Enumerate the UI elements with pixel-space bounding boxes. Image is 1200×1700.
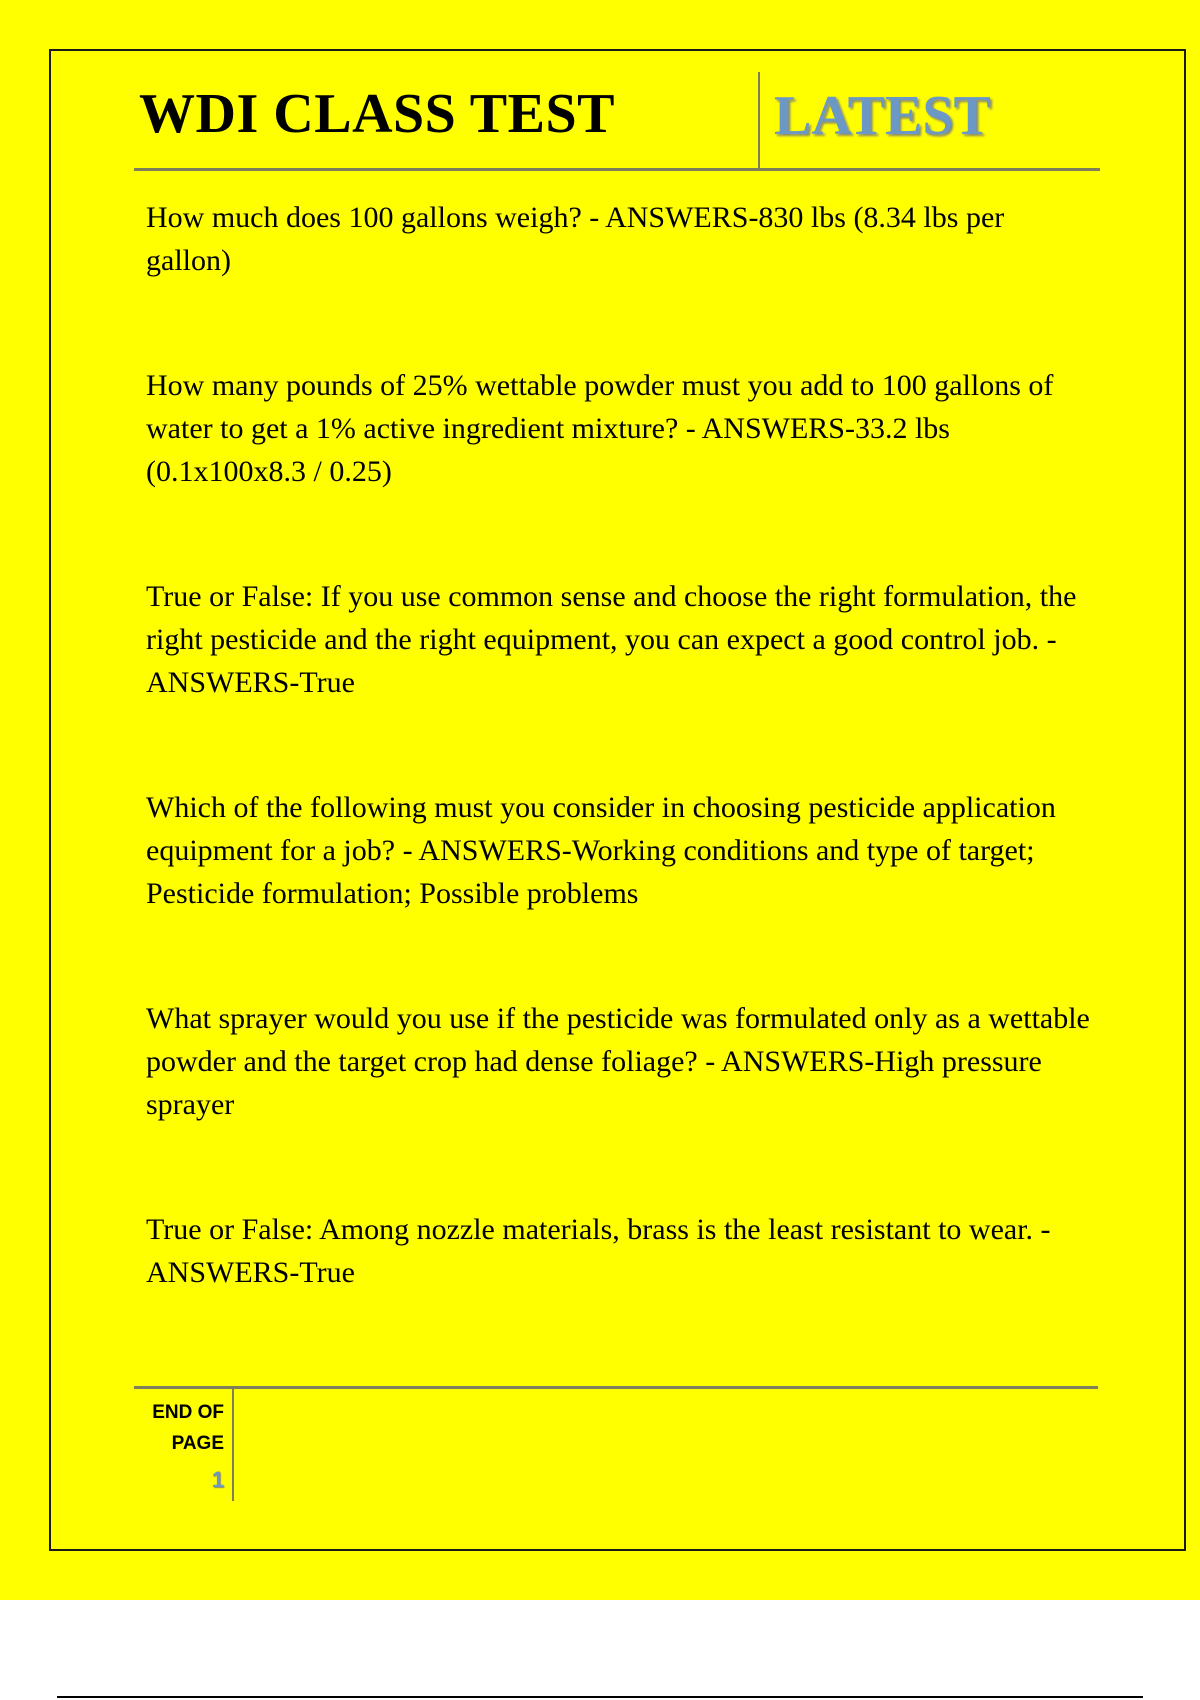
page-title-latest: LATEST — [774, 85, 991, 147]
footer-label-line2: PAGE — [171, 1433, 224, 1454]
qa-item: How much does 100 gallons weigh? - ANSWERS-830 lbs (8.34 lbs per gallon) — [146, 201, 1005, 277]
page-footer — [134, 1386, 1098, 1504]
page-title: WDI CLASS TEST — [139, 83, 615, 145]
qa-item: What sprayer would you use if the pesticide was formulated only as a wettable powder and the target crop had dense foliage? - ANSWERS-High pressure sprayer — [146, 1002, 1090, 1121]
page-number: 1 — [211, 1467, 224, 1492]
end-of-page-label — [134, 1397, 224, 1459]
qa-item: True or False: If you use common sense and choose the right formulation, the right pesticide and the right equipment, you can expect a good control job. - ANSWERS-True — [146, 580, 1077, 699]
qa-list — [146, 196, 1096, 1376]
footer-label-line1: END OF — [152, 1402, 224, 1423]
bottom-rule — [57, 1696, 1143, 1698]
page-header — [134, 72, 1100, 171]
qa-item: Which of the following must you consider in choosing pesticide application equipment for a job? - ANSWERS-Working conditions and type of target; Pesticide formulation; Possible problems — [146, 791, 1056, 910]
qa-item: How many pounds of 25% wettable powder must you add to 100 gallons of water to get a 1% active ingredient mixture? - ANSWERS-33.2 lbs (0.1x100x8.3 / 0.25) — [146, 369, 1054, 488]
qa-item: True or False: Among nozzle materials, brass is the least resistant to wear. - ANSWERS-True — [146, 1213, 1051, 1289]
footer-divider — [232, 1389, 234, 1501]
header-divider — [758, 72, 760, 168]
